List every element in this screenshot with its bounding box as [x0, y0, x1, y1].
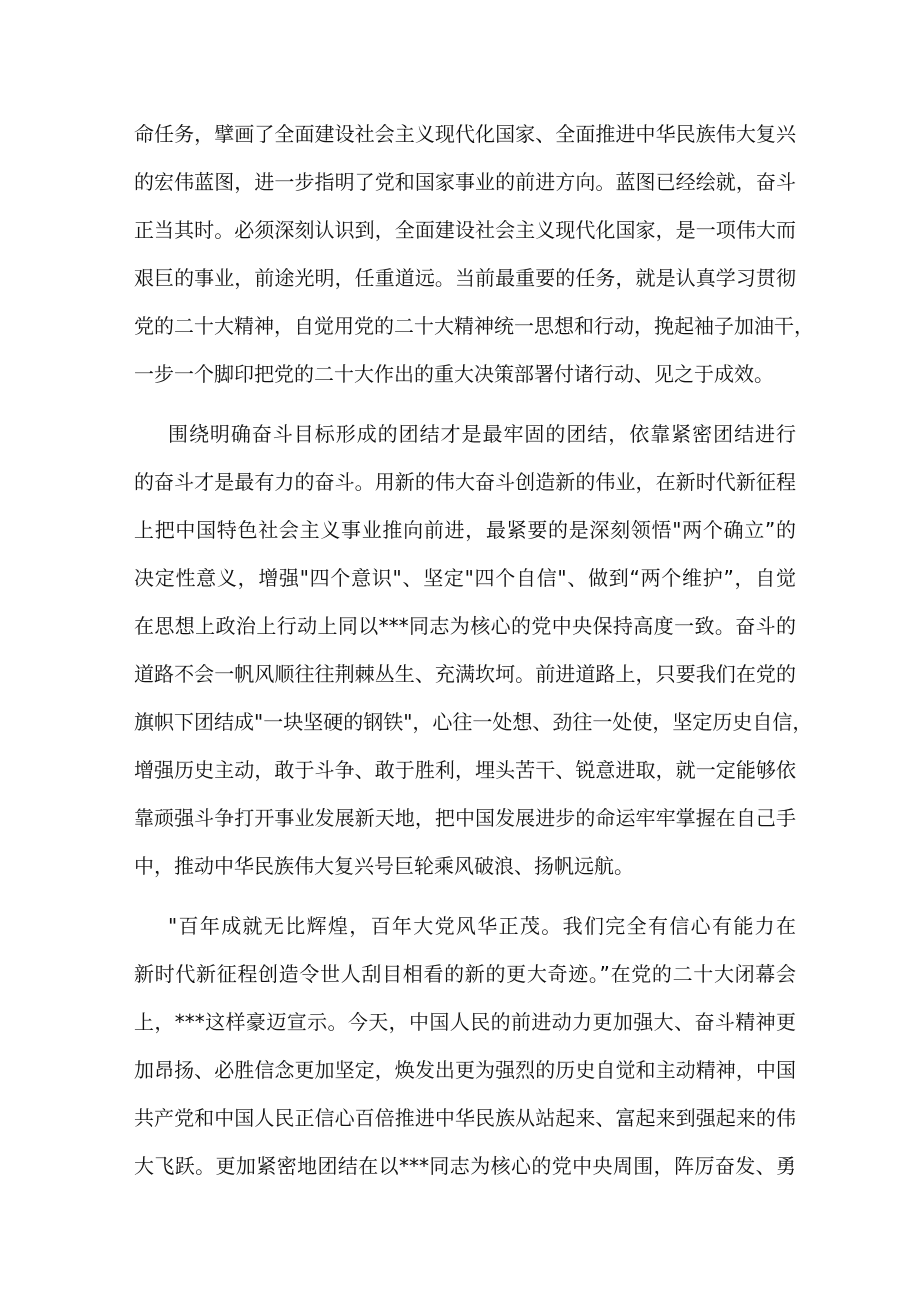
paragraph-2-line-4: 决定性意义，增强"四个意识"、坚定"四个自信"、做到“两个维护”，自觉 [134, 566, 796, 590]
paragraph-2-line-7: 旗帜下团结成"一块坚硬的钢铁"，心往一处想、劲往一处使，坚定历史自信， [134, 710, 813, 734]
paragraph-1-line-1: 命任务，擘画了全面建设社会主义现代化国家、全面推进中华民族伟大复兴 [134, 122, 796, 146]
document-body [134, 0, 814, 1301]
paragraph-2-line-3: 上把中国特色社会主义事业推向前进，最紧要的是深刻领悟"两个确立”的 [134, 518, 796, 542]
paragraph-2-line-2: 的奋斗才是最有力的奋斗。用新的伟大奋斗创造新的伟业，在新时代新征程 [134, 470, 796, 494]
paragraph-1-line-2: 的宏伟蓝图，进一步指明了党和国家事业的前进方向。蓝图已经绘就，奋斗 [134, 170, 796, 194]
paragraph-2-line-9: 靠顽强斗争打开事业发展新天地，把中国发展进步的命运牢牢掌握在自己手 [134, 806, 796, 830]
paragraph-1-line-6: 一步一个脚印把党的二十大作出的重大决策部署付诸行动、见之于成效。 [134, 362, 774, 386]
paragraph-2-line-1: 围绕明确奋斗目标形成的团结才是最牢固的团结，依靠紧密团结进行 [168, 422, 796, 446]
paragraph-1-line-3: 正当其时。必须深刻认识到，全面建设社会主义现代化国家，是一项伟大而 [134, 218, 796, 242]
paragraph-3-line-5: 共产党和中国人民正信心百倍推进中华民族从站起来、富起来到强起来的伟 [134, 1106, 796, 1130]
paragraph-3-line-1: "百年成就无比辉煌，百年大党风华正茂。我们完全有信心有能力在 [168, 914, 796, 938]
paragraph-2-line-6: 道路不会一帆风顺往往荆棘丛生、充满坎坷。前进道路上，只要我们在党的 [134, 662, 796, 686]
paragraph-2-line-5: 在思想上政治上行动上同以***同志为核心的党中央保持高度一致。奋斗的 [134, 614, 796, 638]
paragraph-3-line-2: 新时代新征程创造令世人刮目相看的新的更大奇迹。”在党的二十大闭幕会 [134, 962, 796, 986]
paragraph-2-line-10: 中，推动中华民族伟大复兴号巨轮乘风破浪、扬帆远航。 [134, 854, 634, 878]
paragraph-2-line-8: 增强历史主动，敢于斗争、敢于胜利，埋头苦干、锐意进取，就一定能够依 [134, 758, 796, 782]
paragraph-3-line-6: 大飞跃。更加紧密地团结在以***同志为核心的党中央周围，阵厉奋发、勇 [134, 1154, 796, 1178]
paragraph-3-line-4: 加昂扬、必胜信念更加坚定，焕发出更为强烈的历史自觉和主动精神，中国 [134, 1058, 796, 1082]
paragraph-3-line-3: 上，***这样豪迈宣示。今天，中国人民的前进动力更加强大、奋斗精神更 [134, 1010, 796, 1034]
paragraph-1-line-4: 艰巨的事业，前途光明，任重道远。当前最重要的任务，就是认真学习贯彻 [134, 266, 796, 290]
paragraph-1-line-5: 党的二十大精神，自觉用党的二十大精神统一思想和行动，挽起袖子加油干， [134, 314, 814, 338]
